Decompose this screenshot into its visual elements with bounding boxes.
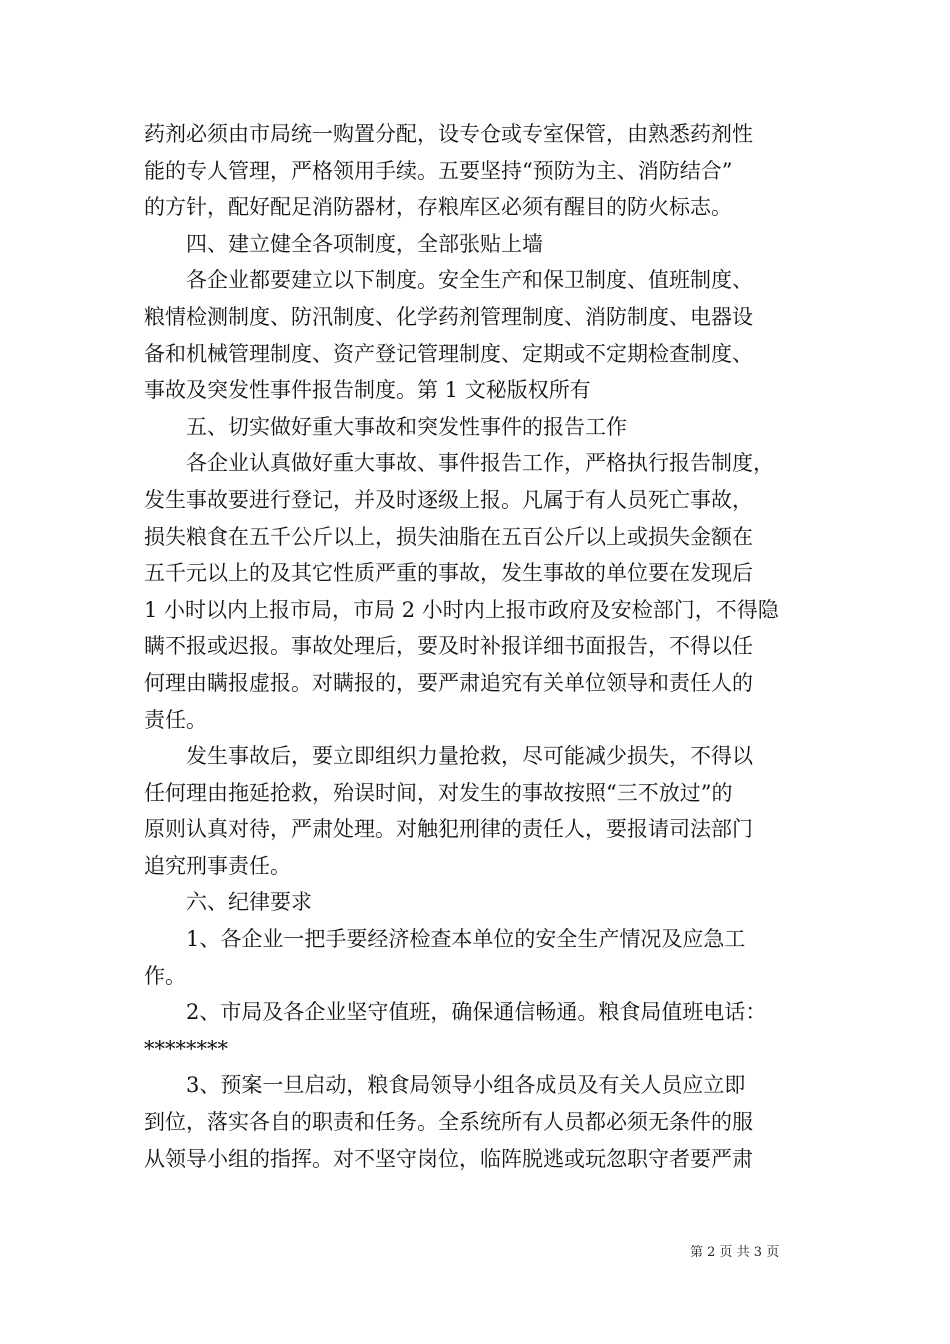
text-line: 的方针，配好配足消防器材，存粮库区必须有醒目的防火标志。 — [144, 195, 732, 220]
text-line: 责任。 — [144, 707, 207, 732]
text-line: 1 小时以内上报市局，市局 2 小时内上报市政府及安检部门，不得隐 — [144, 597, 779, 622]
text-line: 各企业都要建立以下制度。安全生产和保卫制度、值班制度、 — [186, 268, 753, 293]
text-line: 原则认真对待，严肃处理。对触犯刑律的责任人，要报请司法部门 — [144, 817, 753, 842]
text-line: 何理由瞒报虚报。对瞒报的，要严肃追究有关单位领导和责任人的 — [144, 670, 753, 695]
document-body — [144, 116, 814, 1177]
text-line: 瞒不报或迟报。事故处理后，要及时补报详细书面报告，不得以任 — [144, 634, 753, 659]
text-line: 能的专人管理，严格领用手续。五要坚持“预防为主、消防结合” — [144, 158, 733, 183]
page-number-footer: 第 2 页 共 3 页 — [690, 1245, 780, 1260]
text-line: 作。 — [144, 963, 186, 988]
text-line: 粮情检测制度、防汛制度、化学药剂管理制度、消防制度、电器设 — [144, 304, 753, 329]
text-line: 事故及突发性事件报告制度。第 1 文秘版权所有 — [144, 378, 591, 403]
text-line: 六、纪律要求 — [186, 890, 312, 915]
text-line: 2、市局及各企业坚守值班，确保通信畅通。粮食局值班电话： — [186, 1000, 767, 1025]
text-line: 发生事故要进行登记，并及时逐级上报。凡属于有人员死亡事故， — [144, 487, 753, 512]
text-line: 损失粮食在五千公斤以上，损失油脂在五百公斤以上或损失金额在 — [144, 524, 753, 549]
text-line: 到位，落实各自的职责和任务。全系统所有人员都必须无条件的服 — [144, 1110, 753, 1135]
text-line: 四、建立健全各项制度，全部张贴上墙 — [186, 231, 543, 256]
text-line: 3、预案一旦启动，粮食局领导小组各成员及有关人员应立即 — [186, 1073, 746, 1098]
text-line: 1、各企业一把手要经济检查本单位的安全生产情况及应急工 — [186, 927, 746, 952]
text-line: 药剂必须由市局统一购置分配，设专仓或专室保管，由熟悉药剂性 — [144, 122, 753, 146]
text-line: 各企业认真做好重大事故、事件报告工作，严格执行报告制度， — [186, 451, 774, 476]
text-line: 五、切实做好重大事故和突发性事件的报告工作 — [186, 414, 627, 439]
text-line: 任何理由拖延抢救，殆误时间，对发生的事故按照“三不放过”的 — [144, 780, 733, 805]
text-line: 从领导小组的指挥。对不坚守岗位，临阵脱逃或玩忽职守者要严肃 — [144, 1146, 753, 1171]
text-line: ******** — [144, 1036, 228, 1061]
text-line: 发生事故后，要立即组织力量抢救，尽可能减少损失，不得以 — [186, 744, 753, 769]
text-line: 追究刑事责任。 — [144, 853, 291, 878]
text-line: 备和机械管理制度、资产登记管理制度、定期或不定期检查制度、 — [144, 341, 753, 366]
text-line: 五千元以上的及其它性质严重的事故，发生事故的单位要在发现后 — [144, 561, 753, 586]
